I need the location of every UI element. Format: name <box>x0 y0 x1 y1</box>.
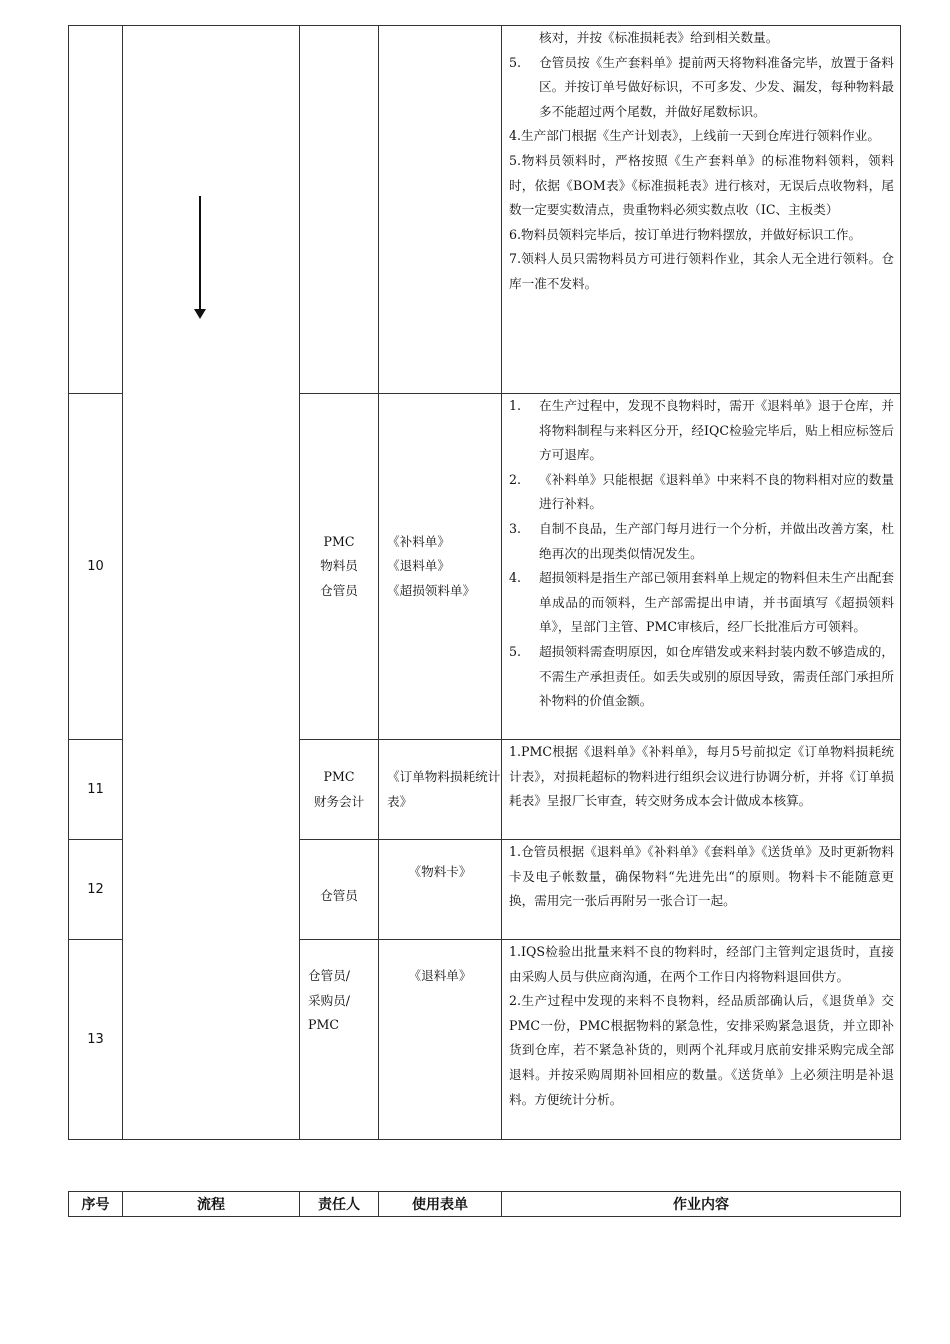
list-item: 核对，并按《标准损耗表》给到相关数量。 <box>539 30 779 45</box>
forms-cell: 《补料单》 《退料单》 《超损领料单》 <box>379 394 502 740</box>
list-item: 1. 在生产过程中，发现不良物料时，需开《退料单》退于仓库，并将物料制程与来料区分开，经IQC检验完毕后，贴上相应标签后方可退库。 <box>509 398 894 463</box>
header-content: 作业内容 <box>502 1192 901 1217</box>
seq-cell: 11 <box>69 740 123 840</box>
header-flow: 流程 <box>123 1192 300 1217</box>
paragraph: 2.生产过程中发现的来料不良物料，经品质部确认后，《退货单》交PMC一份，PMC根据物料的紧急性，安排采购紧急退货，并立即补货到仓库，若不紧急补货的，则两个礼拜或月底前安排采购完成全部退料。并按采购周期补回相应的数量。《送货单》上必须注明是补退料。方便统计分析。 <box>509 993 894 1107</box>
forms-cell: 《退料单》 <box>379 940 502 1140</box>
content-cell <box>502 940 901 1140</box>
table-row <box>69 26 901 394</box>
list-item: 2. 《补料单》只能根据《退料单》中来料不良的物料相对应的数量进行补料。 <box>509 471 894 512</box>
header-resp: 责任人 <box>300 1192 379 1217</box>
list-item: 4. 超损领料是指生产部已领用套料单上规定的物料但未生产出配套单成品的而领料，生产部需提出申请，并书面填写《超损领料单》，呈部门主管、PMC审核后，经厂长批准后方可领料。 <box>509 570 894 635</box>
paragraph: 5.物料员领料时，严格按照《生产套料单》的标准物料领料，领料时，依据《BOM表》《标准损耗表》进行核对，无误后点收物料，尾数一定要实数清点，贵重物料必须实数点收（IC、主板类） <box>509 152 894 218</box>
seq-cell: 12 <box>69 840 123 940</box>
paragraph: 1.PMC根据《退料单》《补料单》，每月5号前拟定《订单物料损耗统计表》，对损耗超标的物料进行组织会议进行协调分析，并将《订单损耗表》呈报厂长审查，转交财务成本会计做成本核算。 <box>509 744 894 809</box>
forms-cell: 《物料卡》 <box>379 840 502 940</box>
paragraph: 1.仓管员根据《退料单》《补料单》《套料单》《送货单》及时更新物料卡及电子帐数量，确保物料“先进先出“的原则。物料卡不能随意更换，需用完一张后再附另一张合订一起。 <box>509 844 894 909</box>
paragraph: 1.IQS检验出批量来料不良的物料时，经部门主管判定退货时，直接由采购人员与供应商沟通，在两个工作日内将物料退回供方。 <box>509 944 894 984</box>
resp-cell: 仓管员 <box>300 840 379 940</box>
header-forms: 使用表单 <box>379 1192 502 1217</box>
content-cell <box>502 26 901 394</box>
paragraph: 6.物料员领料完毕后，按订单进行物料摆放，并做好标识工作。 <box>509 226 862 242</box>
resp-cell: PMC 财务会计 <box>300 740 379 840</box>
arrow-down-icon <box>194 309 206 319</box>
resp-cell: 仓管员/ 采购员/ PMC <box>300 940 379 1140</box>
paragraph: 7.领料人员只需物料员方可进行领料作业，其余人无全进行领料。仓库一准不发料。 <box>509 251 894 291</box>
resp-cell: PMC 物料员 仓管员 <box>300 394 379 740</box>
flow-arrow-line <box>199 196 201 310</box>
resp-cell <box>300 26 379 394</box>
paragraph: 4.生产部门根据《生产计划表》，上线前一天到仓库进行领料作业。 <box>509 128 880 144</box>
header-seq: 序号 <box>69 1192 123 1217</box>
list-item: 3. 自制不良品，生产部门每月进行一个分析，并做出改善方案，杜绝再次的出现类似情况发生。 <box>509 520 894 561</box>
seq-cell: 13 <box>69 940 123 1140</box>
forms-cell <box>379 26 502 394</box>
content-cell <box>502 394 901 740</box>
flow-cell <box>123 26 300 1140</box>
process-table <box>68 25 901 1140</box>
table-header <box>68 1191 901 1217</box>
list-item: 5. 仓管员按《生产套料单》提前两天将物料准备完毕，放置于备料区。并按订单号做好标识，不可多发、少发、漏发，每种物料最多不能超过两个尾数，并做好尾数标识。 <box>509 54 894 119</box>
content-cell <box>502 740 901 840</box>
forms-cell: 《订单物料损耗统计表》 <box>379 740 502 840</box>
seq-cell <box>69 26 123 394</box>
header-row <box>69 1192 901 1217</box>
seq-cell: 10 <box>69 394 123 740</box>
content-cell <box>502 840 901 940</box>
list-item: 5. 超损领料需查明原因，如仓库错发或来料封装内数不够造成的，不需生产承担责任。如丢失或别的原因导致，需责任部门承担所补物料的价值金额。 <box>509 643 894 709</box>
